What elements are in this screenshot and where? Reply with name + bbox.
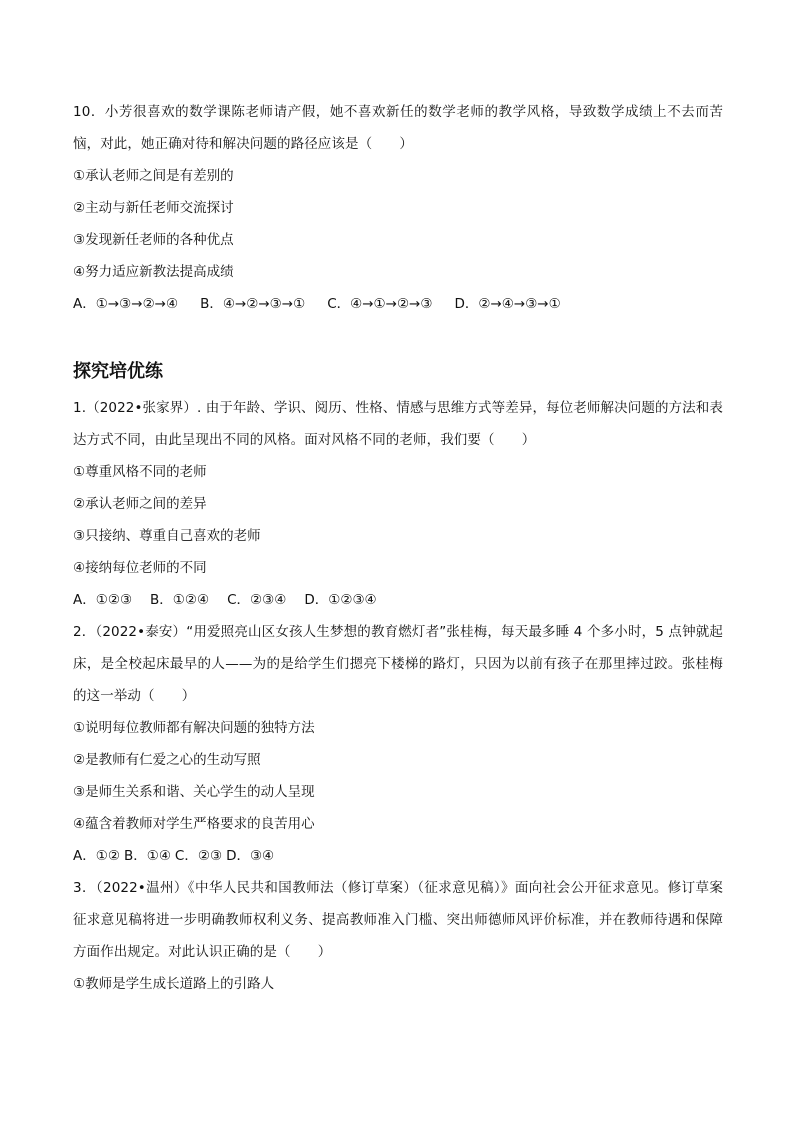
statement-item: ①说明每位教师都有解决问题的独特方法	[73, 720, 315, 736]
option-c: C．②③④	[227, 592, 287, 608]
option-b: B．④→②→③→①	[200, 296, 306, 312]
statement-item: ①尊重风格不同的老师	[73, 464, 207, 480]
question-stem: 1.（2022•张家界）. 由于年龄、学识、阅历、性格、情感与思维方式等差异，每位老师解决问题的方法和表达方式不同，由此呈现出不同的风格。面对风格不同的老师，我们要（ ）	[73, 400, 723, 448]
statement-item: ④接纳每位老师的不同	[73, 560, 207, 576]
option-b: B．①②④	[150, 592, 210, 608]
statement-item: ③发现新任老师的各种优点	[73, 232, 234, 248]
answer-options	[73, 584, 723, 616]
question-1	[73, 392, 723, 616]
option-d: D．③④	[226, 848, 275, 864]
option-d: D．②→④→③→①	[454, 296, 561, 312]
question-10	[73, 96, 723, 320]
question-stem: 2．（2022•泰安）“用爱照亮山区女孩人生梦想的教育燃灯者”张桂梅，每天最多睡 4 个多小时，5 点钟就起床，是全校起床最早的人——为的是给学生们摁亮下楼梯的路灯，只因为以前有孩子在那里摔过跤。张桂梅的这一举动（ ）	[73, 624, 723, 704]
statement-item: ③是师生关系和谐、关心学生的动人呈现	[73, 784, 315, 800]
question-stem: 10．小芳很喜欢的数学课陈老师请产假，她不喜欢新任的数学老师的教学风格，导致数学成绩上不去而苦恼，对此，她正确对待和解决问题的路径应该是（ ）	[73, 104, 723, 152]
document-content	[73, 96, 723, 1000]
statement-item: ②承认老师之间的差异	[73, 496, 207, 512]
option-a: A．①→③→②→④	[73, 296, 179, 312]
question-3	[73, 872, 723, 1000]
option-b: B．①④	[123, 848, 171, 864]
section-title: 探究培优练	[73, 361, 163, 382]
option-d: D．①②③④	[304, 592, 377, 608]
statement-item: ③只接纳、尊重自己喜欢的老师	[73, 528, 261, 544]
statement-item: ④蕴含着教师对学生严格要求的良苦用心	[73, 816, 315, 832]
statement-item: ①承认老师之间是有差别的	[73, 168, 234, 184]
answer-options	[73, 288, 723, 320]
statement-item: ④努力适应新教法提高成绩	[73, 264, 234, 280]
option-a: A．①②	[73, 848, 120, 864]
answer-options	[73, 840, 723, 872]
question-2	[73, 616, 723, 872]
statement-item: ②主动与新任老师交流探讨	[73, 200, 234, 216]
question-stem: 3．（2022•温州）《中华人民共和国教师法（修订草案）（征求意见稿）》面向社会公开征求意见。修订草案征求意见稿将进一步明确教师权利义务、提高教师准入门槛、突出师德师风评价标准，并在教师待遇和保障方面作出规定。对此认识正确的是（ ）	[73, 880, 723, 960]
option-a: A．①②③	[73, 592, 133, 608]
statement-item: ①教师是学生成长道路上的引路人	[73, 976, 275, 992]
statement-item: ②是教师有仁爱之心的生动写照	[73, 752, 261, 768]
option-c: C．②③	[174, 848, 223, 864]
option-c: C．④→①→②→③	[327, 296, 433, 312]
